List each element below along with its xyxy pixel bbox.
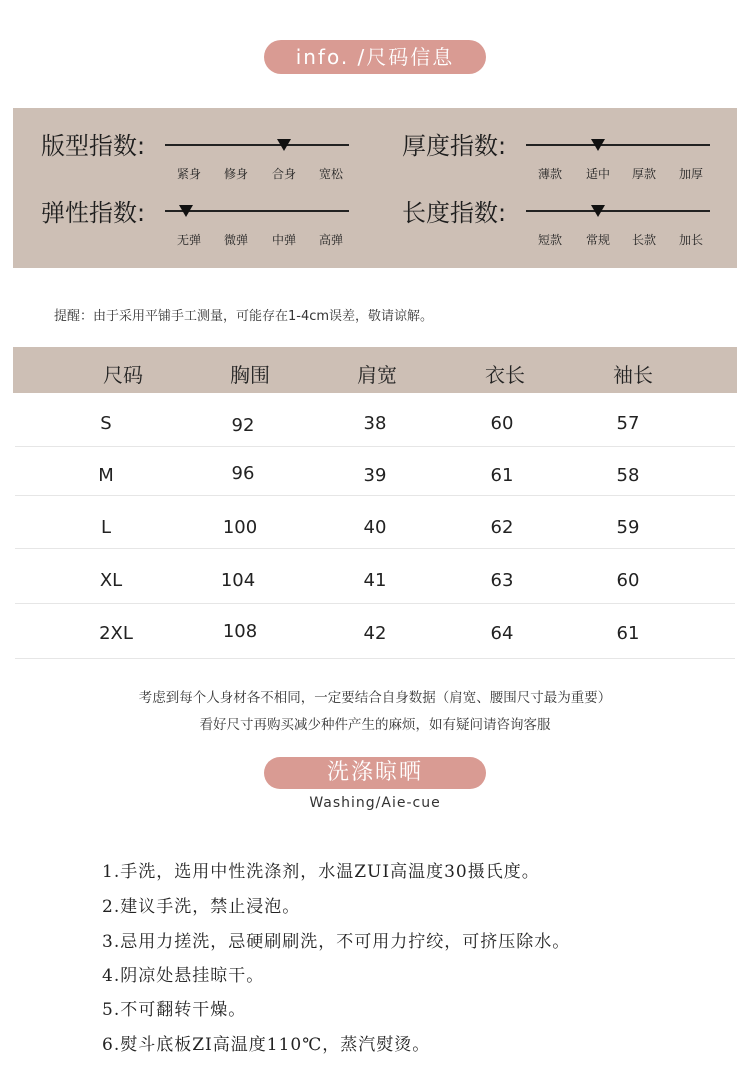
column-header-length: 衣长 [485, 363, 525, 387]
size-tip-line: 看好尺寸再购买减少种件产生的麻烦，如有疑问请咨询客服 [199, 717, 551, 733]
thickness-index-line [526, 144, 710, 146]
washing-instruction: 3.忌用力搓洗，忌硬刷刷洗，不可用力拧绞，可挤压除水。 [102, 932, 571, 952]
length-cell: 62 [490, 517, 514, 538]
length-cell: 64 [490, 623, 514, 644]
length-option: 常规 [585, 233, 611, 247]
row-divider [15, 495, 735, 496]
fit-index-panel [13, 108, 737, 268]
sleeve-cell: 59 [616, 517, 640, 538]
length-cell: 60 [490, 413, 514, 434]
size-tip-line: 考虑到每个人身材各不相同，一定要结合自身数据（肩宽、腰围尺寸最为重要） [138, 690, 612, 706]
length-index-line [526, 210, 710, 212]
elasticity-index-label: 弹性指数: [41, 199, 146, 227]
table-row [15, 499, 735, 551]
thickness-option: 加厚 [678, 167, 704, 181]
chest-cell: 104 [220, 570, 256, 591]
fit-index-marker [277, 139, 291, 151]
thickness-option: 薄款 [537, 167, 563, 181]
column-header-shoulder: 肩宽 [357, 363, 397, 387]
shoulder-cell: 40 [363, 517, 387, 538]
thickness-option: 厚款 [631, 167, 657, 181]
thickness-index-label: 厚度指数: [402, 132, 507, 160]
shoulder-cell: 39 [363, 465, 387, 486]
size-cell: 2XL [99, 623, 133, 644]
washing-instruction: 5.不可翻转干燥。 [102, 1000, 247, 1020]
fit-index-label: 版型指数: [41, 132, 146, 160]
size-cell: L [100, 517, 112, 538]
washing-instruction: 1.手洗，选用中性洗涤剂，水温ZUI高温度30摄氏度。 [102, 862, 540, 882]
fit-option: 紧身 [176, 167, 202, 181]
elasticity-index-marker [179, 205, 193, 217]
table-row [15, 552, 735, 604]
size-table-header [13, 347, 737, 393]
fit-option: 宽松 [318, 167, 344, 181]
washing-subtitle: Washing/Aie-cue [309, 795, 441, 811]
length-option: 长款 [631, 233, 657, 247]
washing-badge: 洗涤晾晒 [264, 757, 486, 789]
column-header-chest: 胸围 [230, 363, 270, 387]
size-cell: XL [99, 570, 123, 591]
row-divider [15, 548, 735, 549]
elasticity-option: 微弹 [223, 233, 249, 247]
elasticity-option: 中弹 [271, 233, 297, 247]
table-row [15, 605, 735, 657]
elasticity-option: 无弹 [176, 233, 202, 247]
shoulder-cell: 38 [363, 413, 387, 434]
length-cell: 63 [490, 570, 514, 591]
sleeve-cell: 58 [616, 465, 640, 486]
thickness-index-marker [591, 139, 605, 151]
row-divider [15, 658, 735, 659]
size-cell: S [100, 413, 112, 434]
fit-option: 修身 [223, 167, 249, 181]
washing-instruction: 4.阴凉处悬挂晾干。 [102, 966, 265, 986]
size-cell: M [98, 465, 114, 486]
length-cell: 61 [490, 465, 514, 486]
washing-instruction: 2.建议手洗，禁止浸泡。 [102, 897, 301, 917]
length-index-marker [591, 205, 605, 217]
washing-instruction: 6.熨斗底板ZI高温度110℃，蒸汽熨烫。 [102, 1035, 431, 1055]
shoulder-cell: 41 [363, 570, 387, 591]
thickness-option: 适中 [585, 167, 611, 181]
sleeve-cell: 57 [616, 413, 640, 434]
chest-cell: 108 [222, 621, 258, 642]
chest-cell: 100 [222, 517, 258, 538]
sleeve-cell: 61 [616, 623, 640, 644]
length-option: 加长 [678, 233, 704, 247]
fit-index-line [165, 144, 349, 146]
length-option: 短款 [537, 233, 563, 247]
length-index-label: 长度指数: [402, 199, 507, 227]
elasticity-option: 高弹 [318, 233, 344, 247]
column-header-size: 尺码 [103, 363, 143, 387]
table-row [15, 395, 735, 447]
chest-cell: 92 [231, 415, 255, 436]
sleeve-cell: 60 [616, 570, 640, 591]
measurement-note: 提醒：由于采用平铺手工测量，可能存在1-4cm误差，敬请谅解。 [54, 309, 434, 324]
table-row [15, 447, 735, 499]
fit-option: 合身 [271, 167, 297, 181]
info-size-badge: info. /尺码信息 [264, 40, 486, 74]
shoulder-cell: 42 [363, 623, 387, 644]
column-header-sleeve: 袖长 [613, 363, 653, 387]
chest-cell: 96 [231, 463, 255, 484]
row-divider [15, 603, 735, 604]
